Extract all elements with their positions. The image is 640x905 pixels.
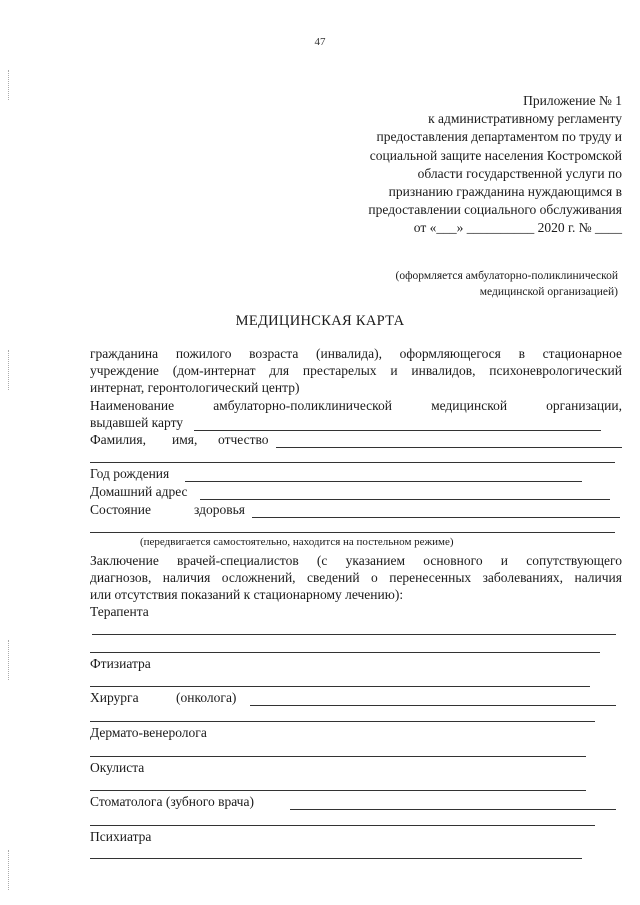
annex-line: от «___» __________ 2020 г. № ____ (413, 220, 622, 236)
annex-line: к административному регламенту (428, 111, 622, 127)
home-address-field[interactable] (200, 499, 610, 500)
annex-line: области государственной услуги по (417, 165, 622, 181)
annex-block (302, 92, 622, 238)
intro-line: гражданина пожилого возраста (инвалида), оформляющегося в стационарное (90, 346, 622, 361)
margin-mark (8, 350, 10, 390)
dermatovenereologist-label: Дермато-венеролога (90, 725, 207, 740)
surgeon-field[interactable] (250, 705, 616, 706)
dermatovenereologist-field[interactable] (90, 756, 586, 757)
page-number: 47 (314, 36, 326, 48)
therapist-label: Терапента (90, 604, 149, 619)
birth-year-field[interactable] (185, 481, 582, 482)
health-state-hint: (передвигается самостоятельно, находится на постельном режиме) (140, 536, 454, 548)
full-name-field[interactable] (276, 447, 622, 448)
dentist-field[interactable] (290, 809, 616, 810)
ophthalmologist-field[interactable] (90, 790, 586, 791)
psychiatrist-field[interactable] (90, 858, 582, 859)
org-name-field[interactable] (194, 430, 601, 431)
surgeon-field-continued[interactable] (90, 721, 595, 722)
org-name-label-row (90, 398, 622, 414)
issuer-note-line: (оформляется амбулаторно-поликлинической (395, 270, 618, 282)
birth-year-label: Год рождения (90, 466, 170, 481)
dentist-label: Стоматолога (зубного врача) (90, 794, 254, 809)
therapist-field-continued[interactable] (90, 652, 600, 653)
conclusion-line: Заключение врачей-специалистов (с указанием основного и сопутствующего (90, 553, 622, 568)
conclusion-line: диагнозов, наличия осложнений, сведений о перенесенных заболеваниях, наличия (90, 570, 622, 585)
ophthalmologist-label: Окулиста (90, 760, 145, 775)
name-label-patronymic: отчество (218, 432, 269, 447)
document-title: МЕДИЦИНСКАЯ КАРТА (235, 313, 405, 329)
phthisiatrist-label: Фтизиатра (90, 656, 151, 671)
full-name-field-continued[interactable] (90, 462, 615, 463)
org-issued-label: выдавшей карту (90, 415, 184, 430)
oncologist-label: (онколога) (176, 690, 237, 705)
org-label-word: Наименование (90, 398, 175, 413)
dentist-field-continued[interactable] (90, 825, 595, 826)
name-label-surname: Фамилия, (90, 432, 146, 447)
margin-mark (8, 70, 10, 100)
margin-mark (8, 850, 10, 890)
therapist-field[interactable] (92, 634, 616, 635)
annex-line: признанию гражданина нуждающимся в (388, 184, 622, 200)
issuer-note-line: медицинской организацией) (479, 286, 618, 298)
margin-mark (8, 640, 10, 680)
issuer-note (318, 268, 618, 300)
phthisiatrist-field[interactable] (90, 686, 590, 687)
org-label-word: амбулаторно-поликлинической (213, 398, 392, 413)
name-label-name: имя, (172, 432, 198, 447)
psychiatrist-label: Психиатра (90, 829, 152, 844)
intro-line: интернат, геронтологический центр) (90, 380, 300, 395)
org-label-word: медицинской (431, 398, 508, 413)
annex-line: Приложение № 1 (523, 93, 622, 108)
health-label-health: здоровья (194, 502, 245, 517)
health-state-field-continued[interactable] (90, 532, 615, 533)
home-address-label: Домашний адрес (90, 484, 188, 499)
surgeon-label: Хирурга (90, 690, 139, 705)
annex-line: социальной защите населения Костромской (369, 147, 622, 163)
health-state-field[interactable] (252, 517, 620, 518)
org-label-word: организации, (546, 398, 622, 413)
health-label-state: Состояние (90, 502, 151, 517)
annex-line: предоставлении социального обслуживания (368, 202, 622, 218)
annex-line: предоставления департаментом по труду и (376, 129, 622, 145)
conclusion-line: или отсутствия показаний к стационарному лечению): (90, 587, 404, 602)
intro-line: учреждение (дом-интернат для престарелых и инвалидов, психоневрологический (90, 363, 622, 378)
